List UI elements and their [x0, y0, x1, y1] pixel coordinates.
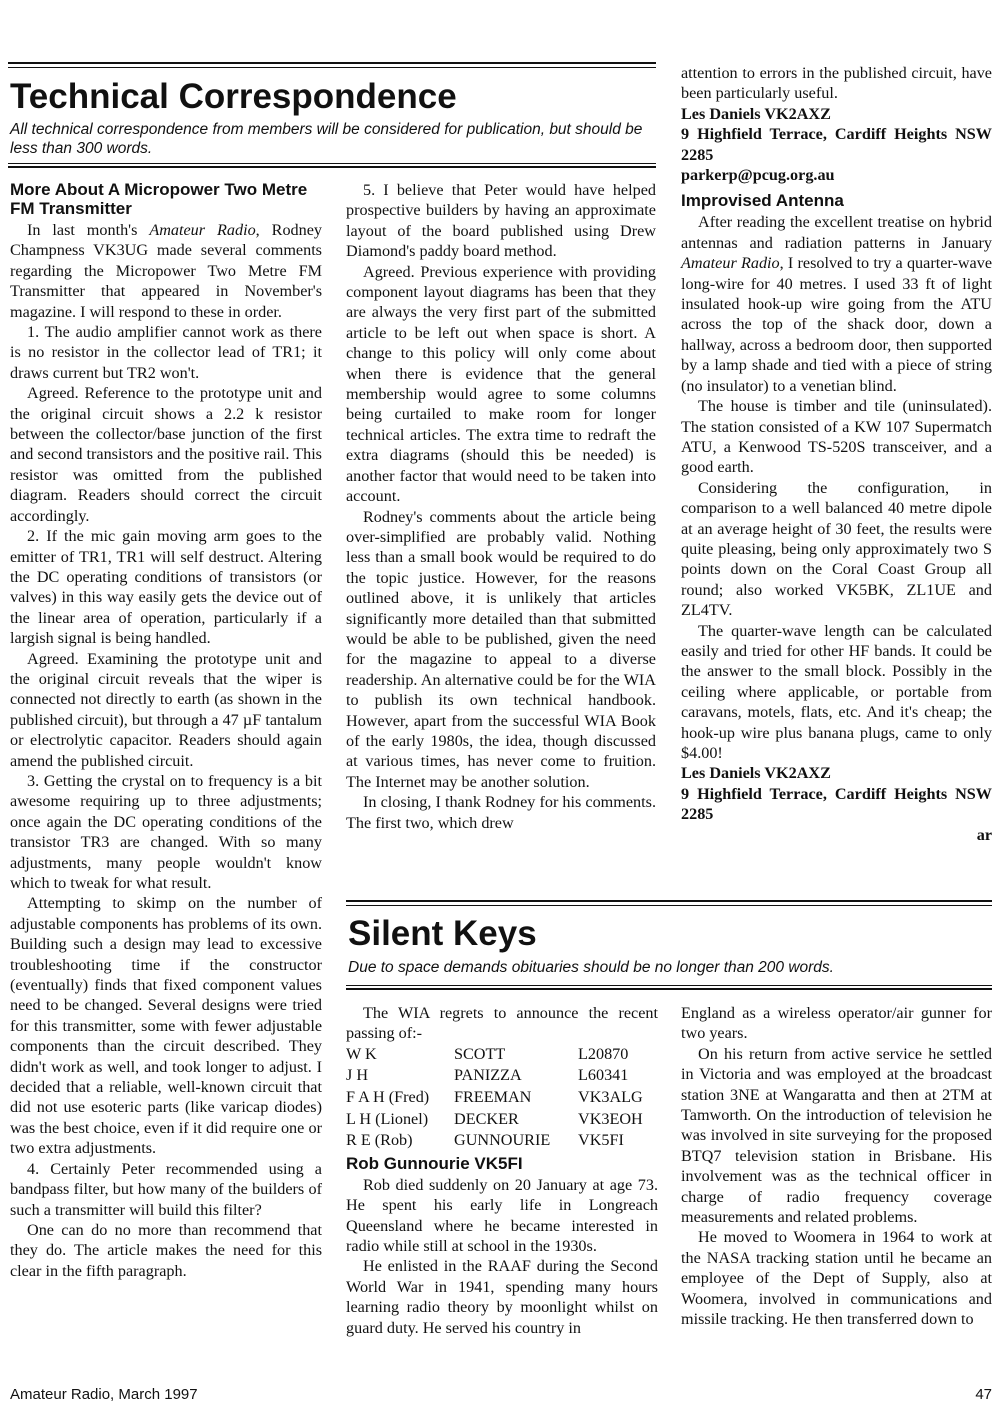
- paragraph: Considering the configuration, in comparison to a well balanced 40 metre dipole at an average height of 30 feet, the results were quite pleasing, being only approximately two S points down on the Coral Coast Group all round; also worked VK5BK, ZL1UE and ZL4TV.: [681, 478, 992, 620]
- initials-cell: J H: [346, 1066, 369, 1085]
- paragraph: Rob died suddenly on 20 January at age 73. He spent his early life in Longreach Queensland where he became interested in radio while still at school in the 1930s.: [346, 1175, 658, 1255]
- paragraph: The WIA regrets to announce the recent passing of:-: [346, 1004, 658, 1043]
- paragraph: Agreed. Reference to the prototype unit and the original circuit shows a 2.2 k resistor between the collector/base junction of the first and second transistors and the positive rail. This resistor was omitted from the published diagram. Readers should correct the circuit accordingly.: [10, 384, 322, 525]
- initials-cell: L H (Lionel): [346, 1109, 429, 1128]
- silent-keys-row: [346, 1044, 658, 1066]
- paragraph: In closing, I thank Rodney for his comments. The first two, which drew: [346, 793, 656, 832]
- surname-cell: SCOTT: [454, 1044, 506, 1063]
- callsign-cell: VK5FI: [578, 1131, 624, 1150]
- signature-address: 9 Highfield Terrace, Cardiff Heights NSW 2285: [681, 784, 992, 824]
- paragraph: [681, 212, 992, 396]
- silent-rule-bottom-2: [346, 988, 992, 990]
- footer-publication: Amateur Radio, March 1997: [10, 1386, 198, 1403]
- text: In last month's: [27, 221, 150, 239]
- magazine-name: Amateur Radio: [681, 254, 780, 273]
- silent-keys-row: [346, 1065, 658, 1087]
- obituary-heading: Rob Gunnourie VK5FI: [346, 1153, 523, 1173]
- paragraph: 4. Certainly Peter recommended using a bandpass filter, but how many of the builders of such a transmitter will build this filter?: [10, 1159, 322, 1219]
- paragraph: Agreed. Previous experience with providing component layout diagrams has been that they are always the very first part of the submitted article to be left out when space is short. A change to this policy will only come about when there is evidence that the general membership would agree to some columns being curtailed to make room for longer technical articles. The extra time to redraft the extra diagrams (should this be needed) is another factor that would need to be taken into account.: [346, 262, 656, 506]
- silent-rule-bottom: [346, 985, 992, 986]
- paragraph: On his return from active service he settled in Victoria and was employed at the broadcast station 3NE at Wangaratta and then at 2TM at Tamworth. On the introduction of television he was involved in site surveying for the proposed BTQ7 television station in Brisbane. His involvement was as the technical officer in charge of radio frequency coverage measurements and related problems.: [681, 1044, 992, 1227]
- header-rule-bottom-2: [8, 166, 656, 168]
- text: , Rodney Champness VK3UG made several comments regarding the Micropower Two Metre FM Transmitter that appeared in November's magazine. I will respond to these in order.: [10, 221, 322, 321]
- paragraph: 2. If the mic gain moving arm goes to the emitter of TR1, TR1 will self destruct. Altering the DC operating conditions of transistors (or valves) in this way easily gets the device out of the linear area of operation, particularly if a largish signal is being handled.: [10, 527, 322, 648]
- paragraph: He moved to Woomera in 1964 to work at the NASA tracking station until he became an employee of the Dept of Supply, also at Woomera, involved in communications and missile tracking. He then transferred down to: [681, 1228, 992, 1329]
- signature-name: Les Daniels VK2AXZ: [681, 104, 831, 123]
- paragraph: 5. I believe that Peter would have helped prospective builders by having an approximate layout of the board published using Drew Diamond's paddy board method.: [346, 181, 656, 261]
- header-rule-bottom: [8, 163, 656, 164]
- silent-column-2: [681, 1003, 992, 1330]
- text: After reading the excellent treatise on hybrid antennas and radiation patterns in January: [681, 213, 992, 252]
- paragraph: The house is timber and tile (uninsulated). The station consisted of a KW 107 Supermatch ATU, a Kenwood TS-520S transceiver, and a good earth.: [681, 397, 992, 477]
- callsign-cell: VK3ALG: [578, 1088, 643, 1106]
- paragraph: One can do no more than recommend that they do. The article makes the need for this clear in the fifth paragraph.: [10, 1220, 322, 1280]
- surname-cell: PANIZZA: [454, 1066, 522, 1085]
- section-title-technical: Technical Correspondence: [10, 77, 457, 116]
- paragraph: attention to errors in the published circuit, have been particularly useful.: [681, 64, 992, 103]
- magazine-name: Amateur Radio: [149, 221, 256, 239]
- initials-cell: W K: [346, 1044, 377, 1063]
- column-1: [10, 180, 322, 1281]
- surname-cell: DECKER: [454, 1109, 519, 1128]
- header-rule-top: [8, 62, 656, 64]
- section-intro-technical: All technical correspondence from members will be considered for publication, but should be less than 300 words.: [10, 121, 643, 157]
- initials-cell: F A H (Fred): [346, 1088, 430, 1106]
- article-heading-antenna: Improvised Antenna: [681, 191, 844, 211]
- signature-email: parkerp@pcug.org.au: [681, 166, 835, 185]
- header-rule-top-2: [8, 67, 656, 68]
- text: , I resolved to try a quarter-wave long-wire for 40 metres. I used 33 ft of light insulated hook-up wire going from the ATU across the top of the shack door, down a hallway, across a bedroom door, then supported by a lamp shade and tied with a piece of string (no insulator) to a venetian blind.: [681, 254, 993, 395]
- silent-rule-top-2: [346, 905, 992, 906]
- callsign-cell: VK3EOH: [578, 1109, 643, 1128]
- paragraph: 3. Getting the crystal on to frequency is a bit awesome requiring up to three adjustments; once again the DC operating conditions of the transistor TR3 are changed. With so many adjustments, many people wouldn't know which to tweak for what result.: [10, 771, 322, 892]
- silent-keys-row: [346, 1130, 658, 1152]
- section-title-silent-keys: Silent Keys: [348, 914, 537, 953]
- end-mark: ar: [976, 825, 992, 844]
- paragraph: Attempting to skimp on the number of adjustable components has problems of its own. Building such a design may lead to excessive troubleshooting time if the constructor (eventually) finds that fixed component values need to be changed. Several designs were tried for this transmitter, some with fewer adjustable components than the circuit described. They didn't work as well, and took longer to adjust. I decided that a reliable, well-known circuit that did not use esoteric parts (like varicap diodes) was the best choice, even if it did require one or two extra adjustments.: [10, 894, 322, 1158]
- callsign-cell: L60341: [578, 1066, 629, 1085]
- surname-cell: GUNNOURIE: [454, 1131, 551, 1150]
- silent-keys-table: [346, 1044, 658, 1152]
- paragraph: Rodney's comments about the article being over-simplified are probably valid. Nothing less than a small book would be required to do the topic justice. However, for the reasons outlined above, it is unlikely that articles significantly more detailed than that submitted would be able to be published, given the need for the magazine to appeal to a diverse readership. An alternative could be for the WIA to publish its own technical handbook. However, apart from the successful WIA Book of the early 1980s, the idea, though discussed at various times, has never come to fruition. The Internet may be another solution.: [346, 507, 656, 791]
- silent-keys-row: [346, 1087, 658, 1109]
- paragraph: England as a wireless operator/air gunner for two years.: [681, 1004, 992, 1043]
- column-3: [681, 63, 992, 845]
- callsign-cell: L20870: [578, 1044, 629, 1063]
- paragraph: [10, 220, 322, 322]
- column-2: [346, 180, 656, 833]
- paragraph: He enlisted in the RAAF during the Second World War in 1941, spending many hours learning radio theory by moonlight whilst on guard duty. He served his country in: [346, 1257, 658, 1337]
- surname-cell: FREEMAN: [454, 1088, 532, 1106]
- footer-page-number: 47: [975, 1386, 992, 1403]
- paragraph: Agreed. Examining the prototype unit and the original circuit reveals that the wiper is connected not directly to earth (as shown in the published circuit), but through a 47 µF tantalum or electrolytic capacitor. Readers should again amend the published circuit.: [10, 649, 322, 770]
- initials-cell: R E (Rob): [346, 1131, 413, 1150]
- paragraph: 1. The audio amplifier cannot work as there is no resistor in the collector lead of TR1; it draws current but TR2 won't.: [10, 323, 322, 382]
- silent-column-1: [346, 1003, 658, 1338]
- signature-address: 9 Highfield Terrace, Cardiff Heights NSW 2285: [681, 125, 992, 164]
- section-intro-silent-keys: Due to space demands obituaries should be no longer than 200 words.: [348, 959, 834, 976]
- signature-name: Les Daniels VK2AXZ: [681, 764, 831, 783]
- paragraph: The quarter-wave length can be calculated easily and tried for other HF bands. It could be the answer to the small block. Possibly in the ceiling where applicable, or portable from caravans, motels, flats, etc. And it's cheap; the hook-up wire plus banana plugs, came to only $4.00!: [681, 621, 992, 762]
- silent-keys-row: [346, 1109, 658, 1131]
- article-heading-micropower: More About A Micropower Two Metre FM Transmitter: [10, 180, 308, 218]
- silent-rule-top: [346, 900, 992, 902]
